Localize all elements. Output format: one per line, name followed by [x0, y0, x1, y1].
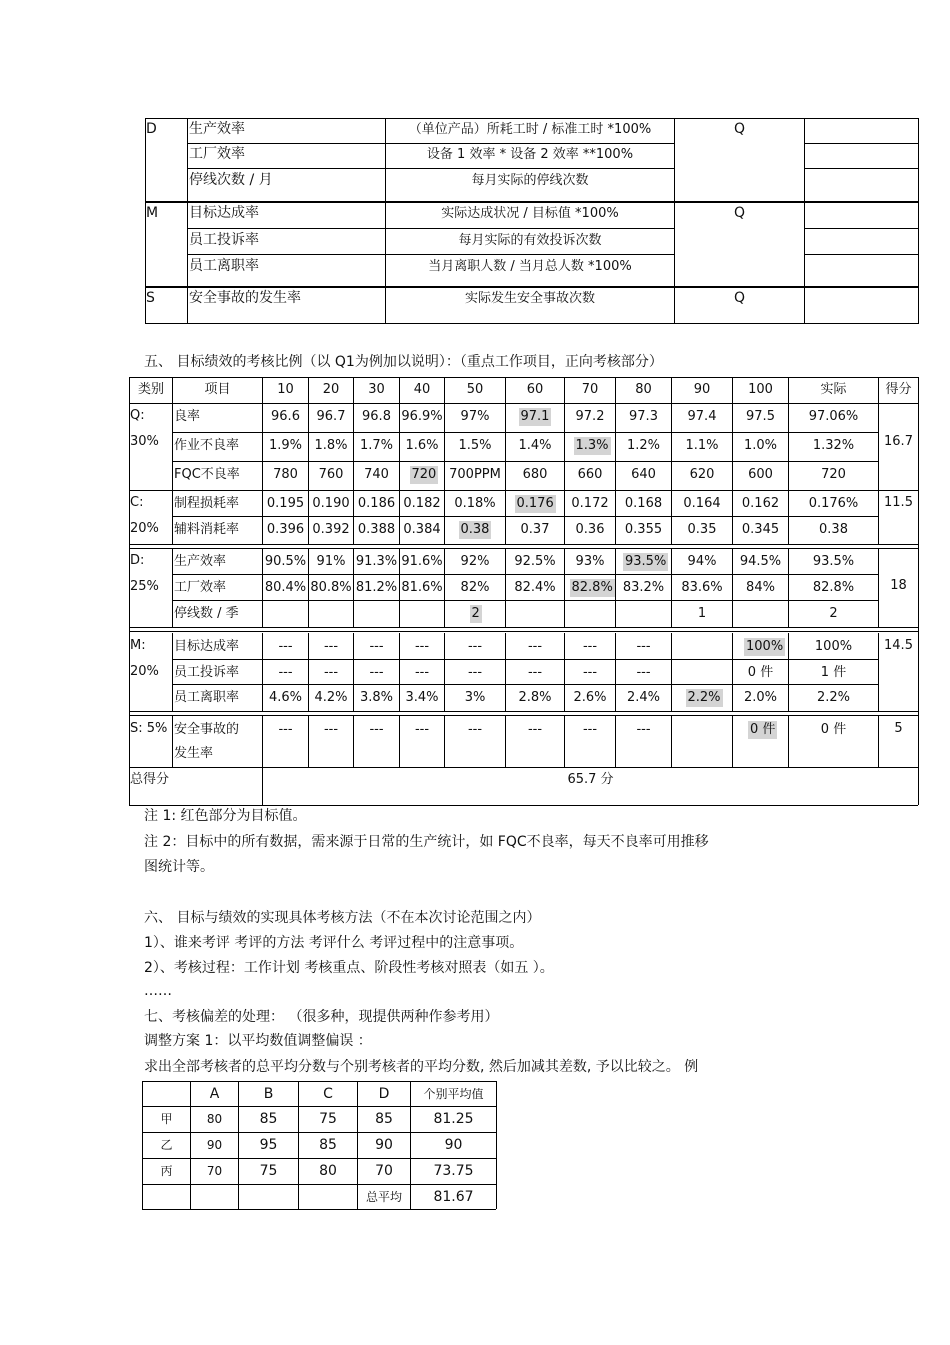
- metric-name: 安全事故的发生率: [189, 290, 301, 306]
- threshold-cell: 0.392: [312, 522, 350, 537]
- header-cell: 40: [413, 382, 431, 397]
- metric-formula: 设备 1 效率 * 设备 2 效率 **100%: [426, 147, 634, 162]
- table-rule: [142, 1106, 496, 1107]
- threshold-cell: ---: [527, 639, 543, 654]
- target-value-cell: 0 件: [750, 722, 776, 737]
- threshold-cell: 90.5%: [264, 554, 307, 569]
- actual-value: 2.2%: [816, 690, 851, 705]
- threshold-cell: ---: [636, 665, 651, 680]
- threshold-cell: 0.396: [266, 522, 305, 537]
- metric-name: FQC不良率: [174, 467, 240, 482]
- threshold-cell: 0.168: [624, 496, 663, 511]
- table-rule: [732, 716, 733, 767]
- header-cell: 100: [748, 382, 773, 397]
- threshold-cell: 91.3%: [355, 554, 398, 569]
- threshold-cell: 0.355: [624, 522, 663, 537]
- threshold-cell: 1.4%: [518, 438, 552, 453]
- metric-name: 良率: [174, 409, 201, 424]
- table-rule: [172, 461, 878, 462]
- header-cell: 80: [635, 382, 652, 397]
- table-rule: [671, 377, 672, 403]
- metric-name: 安全事故的: [174, 722, 240, 737]
- category-label: Q:: [130, 408, 145, 423]
- table-rule: [671, 633, 672, 711]
- threshold-cell: 1.8%: [314, 438, 348, 453]
- table-rule: [172, 490, 173, 544]
- metric-name: 目标达成率: [174, 639, 240, 654]
- threshold-cell: ---: [582, 639, 598, 654]
- group-score: 11.5: [884, 495, 913, 510]
- category-label: S: 5%: [130, 721, 168, 736]
- threshold-cell: 97.5: [746, 409, 775, 424]
- table-cell: 总平均: [365, 1190, 402, 1204]
- threshold-cell: 2.4%: [626, 690, 661, 705]
- metric-name: 员工投诉率: [174, 665, 240, 680]
- threshold-cell: 760: [318, 467, 344, 482]
- table-rule: [262, 377, 263, 403]
- threshold-cell: 97.3: [629, 409, 658, 424]
- section6-ellipsis: ……: [144, 983, 172, 999]
- group-score: 18: [890, 578, 907, 593]
- table-rule: [172, 716, 173, 767]
- table-cell: 70: [375, 1163, 393, 1179]
- threshold-cell: 3.8%: [359, 690, 394, 705]
- actual-value: 97.06%: [808, 409, 859, 424]
- threshold-cell: ---: [527, 722, 543, 737]
- header-cell: 10: [277, 382, 294, 397]
- table-cell: 乙: [160, 1138, 173, 1152]
- threshold-cell: 93%: [575, 554, 605, 569]
- threshold-cell: 0.190: [312, 496, 350, 511]
- table-rule: [129, 631, 918, 632]
- table-cell: 85: [375, 1111, 393, 1127]
- threshold-cell: 96.6: [271, 409, 300, 424]
- table-cell: 90: [206, 1138, 223, 1152]
- table-cell: 丙: [160, 1164, 173, 1178]
- metric-name: 生产效率: [189, 121, 245, 137]
- section6-p2: 2）、考核过程：工作计划 考核重点、阶段性考核对照表（如五 ）。: [144, 960, 554, 976]
- threshold-cell: ---: [467, 722, 483, 737]
- metric-name: 生产效率: [174, 554, 227, 569]
- threshold-cell: ---: [369, 665, 384, 680]
- table-rule: [172, 684, 878, 685]
- threshold-cell: ---: [582, 665, 598, 680]
- target-value-cell: 93.5%: [625, 554, 667, 569]
- total-score-value: 65.7 分: [567, 772, 614, 787]
- table-rule: [172, 600, 878, 601]
- threshold-cell: 1.0%: [743, 438, 778, 453]
- category-label: D: [146, 121, 157, 137]
- threshold-cell: 91%: [316, 554, 346, 569]
- threshold-cell: 0.182: [403, 496, 441, 511]
- table-rule: [129, 715, 918, 716]
- target-value-cell: 100%: [746, 639, 784, 654]
- table-rule: [172, 548, 173, 627]
- metric-formula: 每月实际的有效投诉次数: [458, 233, 602, 248]
- header-cell: 60: [526, 382, 544, 397]
- metric-name: 员工投诉率: [189, 232, 259, 248]
- table-rule: [142, 1158, 496, 1159]
- metric-formula: （单位产品）所耗工时 / 标准工时 *100%: [408, 122, 652, 137]
- threshold-cell: 0.37: [520, 522, 550, 537]
- threshold-cell: 83.2%: [622, 580, 665, 595]
- table-rule: [878, 490, 879, 544]
- table-rule: [172, 403, 173, 490]
- section7-p1: 调整方案 1：以平均数值调整偏误 ：: [144, 1033, 372, 1049]
- table-rule: [172, 633, 173, 711]
- metric-name: 目标达成率: [189, 205, 259, 221]
- actual-value: 93.5%: [812, 554, 855, 569]
- threshold-cell: 0.388: [357, 522, 396, 537]
- section6-p1: 1）、谁来考评 考评的方法 考评什么 考评过程中的注意事项。: [144, 935, 524, 951]
- target-value-cell: 2.2%: [687, 690, 721, 705]
- table-rule: [399, 377, 400, 403]
- table-cell: B: [263, 1086, 274, 1102]
- threshold-cell: ---: [278, 722, 293, 737]
- category-label: D:: [130, 553, 145, 568]
- metric-formula: 实际发生安全事故次数: [464, 291, 595, 306]
- table-rule: [353, 377, 354, 403]
- metric-name: 作业不良率: [174, 438, 240, 453]
- threshold-cell: 83.6%: [681, 580, 723, 595]
- table-rule: [142, 1209, 496, 1210]
- table-rule: [142, 1081, 496, 1082]
- table-cell: 80: [206, 1112, 223, 1126]
- table-cell: 80: [319, 1163, 337, 1179]
- table-rule: [878, 716, 879, 767]
- target-value-cell: 0.176: [516, 496, 554, 511]
- threshold-cell: ---: [323, 665, 339, 680]
- category-label: M:: [130, 638, 146, 653]
- table-rule: [172, 377, 173, 403]
- table-rule: [496, 1081, 497, 1209]
- table-rule: [142, 1184, 496, 1185]
- category-weight: 20%: [130, 664, 159, 679]
- table-rule: [129, 403, 918, 404]
- table-rule: [172, 432, 878, 433]
- actual-value: 2: [829, 606, 838, 621]
- threshold-cell: 0.384: [403, 522, 441, 537]
- threshold-cell: 97%: [460, 409, 490, 424]
- threshold-cell: 2.0%: [743, 690, 778, 705]
- threshold-cell: ---: [467, 639, 483, 654]
- table-rule: [505, 377, 506, 403]
- actual-value: 82.8%: [812, 580, 855, 595]
- threshold-cell: 660: [577, 467, 603, 482]
- target-value-cell: 720: [411, 467, 437, 482]
- threshold-cell: 0.164: [683, 496, 721, 511]
- category-weight: 30%: [130, 434, 159, 449]
- threshold-cell: ---: [369, 639, 384, 654]
- target-value-cell: 82.8%: [571, 580, 613, 595]
- threshold-cell: 84%: [746, 580, 775, 595]
- metric-name: 员工离职率: [174, 690, 240, 705]
- threshold-cell: 0 件: [747, 665, 774, 680]
- category-label: S: [146, 290, 155, 306]
- table-rule: [172, 516, 878, 517]
- threshold-cell: ---: [636, 722, 651, 737]
- header-cell: 20: [322, 382, 340, 397]
- table-cell: 75: [259, 1163, 278, 1179]
- note-2-cont: 图统计等。: [144, 859, 214, 875]
- threshold-cell: ---: [323, 639, 339, 654]
- threshold-cell: 96.9%: [401, 409, 443, 424]
- table-cell: 90: [444, 1137, 463, 1153]
- header-cell: 90: [693, 382, 711, 397]
- table-rule: [444, 377, 445, 403]
- metric-formula: 当月离职人数 / 当月总人数 *100%: [428, 259, 632, 274]
- actual-value: 100%: [814, 639, 853, 654]
- metric-name: 工厂效率: [189, 146, 245, 162]
- threshold-cell: 0.186: [357, 496, 396, 511]
- category-weight: 25%: [130, 579, 159, 594]
- table-cell: 73.75: [433, 1163, 474, 1179]
- table-cell: 个别平均值: [423, 1087, 484, 1101]
- threshold-cell: 0.345: [741, 522, 780, 537]
- section6-heading: 六、 目标与绩效的实现具体考核方法（不在本次讨论范围之内）: [144, 910, 541, 926]
- threshold-cell: 680: [522, 467, 548, 482]
- header-cell: 实际: [820, 382, 847, 397]
- threshold-cell: 81.2%: [355, 580, 398, 595]
- threshold-cell: 97.4: [687, 409, 717, 424]
- threshold-cell: 94.5%: [739, 554, 782, 569]
- threshold-cell: 0.162: [741, 496, 780, 511]
- threshold-cell: ---: [527, 665, 543, 680]
- threshold-cell: 620: [689, 467, 715, 482]
- actual-value: 0.176%: [808, 496, 859, 511]
- table-rule: [878, 548, 879, 627]
- section7-heading: 七、考核偏差的处理： （很多种，现提供两种作参考用）: [144, 1009, 499, 1025]
- threshold-cell: 1.9%: [268, 438, 303, 453]
- target-value-cell: 97.1: [520, 409, 550, 424]
- table-rule: [878, 633, 879, 711]
- threshold-cell: 780: [273, 467, 298, 482]
- section7-p2: 求出全部考核者的总平均分数与个别考核者的平均分数, 然后加减其差数, 予以比较之。 例: [144, 1059, 699, 1075]
- table-rule: [878, 403, 879, 490]
- header-cell: 70: [581, 382, 599, 397]
- metric-name: 员工离职率: [189, 258, 259, 274]
- table-cell: 75: [319, 1111, 337, 1127]
- threshold-cell: 81.6%: [401, 580, 443, 595]
- category-label: M: [146, 205, 159, 221]
- table-rule: [129, 544, 918, 545]
- table-cell: C: [323, 1086, 333, 1102]
- table-rule: [878, 377, 879, 403]
- group-score: 16.7: [884, 434, 913, 449]
- header-cell: 项目: [204, 382, 231, 397]
- threshold-cell: 4.6%: [268, 690, 303, 705]
- threshold-cell: 1.7%: [359, 438, 394, 453]
- note-2: 注 2：目标中的所有数据，需来源于日常的生产统计，如 FQC不良率，每天不良率可用推移: [144, 834, 709, 850]
- metric-name: 制程损耗率: [174, 496, 240, 511]
- metric-formula: 实际达成状况 / 目标值 *100%: [441, 206, 619, 221]
- table-cell: 甲: [160, 1112, 173, 1126]
- threshold-cell: 1.1%: [685, 438, 719, 453]
- threshold-cell: 0.195: [266, 496, 305, 511]
- table-cell: 70: [206, 1164, 223, 1178]
- threshold-cell: 94%: [687, 554, 717, 569]
- threshold-cell: 80.4%: [264, 580, 307, 595]
- metric-formula: 每月实际的停线次数: [471, 173, 589, 188]
- threshold-cell: 80.8%: [310, 580, 352, 595]
- threshold-cell: ---: [278, 665, 293, 680]
- table-rule: [308, 377, 309, 403]
- table-rule: [129, 548, 918, 549]
- table-rule: [142, 1132, 496, 1133]
- threshold-cell: 3.4%: [405, 690, 439, 705]
- threshold-cell: 1.6%: [405, 438, 439, 453]
- threshold-cell: 1.5%: [458, 438, 492, 453]
- threshold-cell: 2.6%: [573, 690, 607, 705]
- threshold-cell: ---: [278, 639, 293, 654]
- table-cell: 85: [259, 1111, 278, 1127]
- target-value-cell: 2: [471, 606, 480, 621]
- metric-name: 辅料消耗率: [174, 522, 240, 537]
- category-weight: 20%: [130, 521, 159, 536]
- threshold-cell: 0.36: [575, 522, 605, 537]
- metric-name: 停线数 / 季: [174, 606, 239, 621]
- threshold-cell: 0.172: [571, 496, 609, 511]
- threshold-cell: 2.8%: [518, 690, 552, 705]
- threshold-cell: ---: [467, 665, 483, 680]
- header-cell: 30: [368, 382, 385, 397]
- header-cell: 50: [466, 382, 484, 397]
- table-cell: 95: [259, 1137, 278, 1153]
- table-rule: [172, 574, 878, 575]
- threshold-cell: 96.7: [316, 409, 346, 424]
- table-cell: 81.67: [433, 1189, 474, 1205]
- threshold-cell: 1.2%: [626, 438, 661, 453]
- table-rule: [615, 377, 616, 403]
- actual-value: 720: [821, 467, 846, 482]
- threshold-cell: 82.4%: [514, 580, 556, 595]
- metric-name: 停线次数 / 月: [189, 172, 273, 188]
- total-score-label: 总得分: [130, 772, 170, 787]
- threshold-cell: 91.6%: [401, 554, 443, 569]
- table-rule: [564, 377, 565, 403]
- table-rule: [129, 377, 918, 378]
- table-rule: [918, 377, 919, 805]
- table-rule: [172, 659, 878, 660]
- threshold-cell: ---: [414, 665, 430, 680]
- header-cell: 类别: [137, 382, 164, 397]
- metric-name: 工厂效率: [174, 580, 227, 595]
- threshold-cell: 96.8: [362, 409, 391, 424]
- table-rule: [788, 377, 789, 403]
- table-cell: A: [209, 1086, 220, 1102]
- threshold-cell: ---: [414, 639, 430, 654]
- target-value-cell: 0.38: [460, 522, 490, 537]
- table-rule: [732, 377, 733, 403]
- table-cell: 90: [375, 1137, 393, 1153]
- header-cell: 得分: [885, 382, 912, 397]
- actual-value: 0.38: [819, 522, 848, 537]
- frequency-label: Q: [733, 121, 746, 137]
- group-score: 14.5: [884, 638, 913, 653]
- actual-value: 0 件: [820, 722, 847, 737]
- table-rule: [129, 490, 918, 491]
- table-cell: D: [378, 1086, 390, 1102]
- table-cell: 81.25: [433, 1111, 474, 1127]
- note-1: 注 1: 红色部分为目标值。: [144, 808, 307, 824]
- table-rule: [129, 711, 918, 712]
- threshold-cell: 4.2%: [314, 690, 348, 705]
- table-rule: [129, 627, 918, 628]
- actual-value: 1 件: [820, 665, 847, 680]
- threshold-cell: ---: [636, 639, 651, 654]
- actual-value: 1.32%: [812, 438, 855, 453]
- metric-name-cont: 发生率: [174, 746, 214, 761]
- threshold-cell: 82%: [460, 580, 490, 595]
- table-rule: [129, 805, 918, 806]
- threshold-cell: 92.5%: [514, 554, 556, 569]
- group-score: 5: [894, 721, 903, 736]
- category-label: C:: [130, 495, 144, 510]
- threshold-cell: ---: [582, 722, 598, 737]
- threshold-cell: ---: [323, 722, 339, 737]
- section5-heading: 五、 目标绩效的考核比例（以 Q1为例加以说明）：（重点工作项目，正向考核部分）: [144, 354, 663, 370]
- threshold-cell: 97.2: [575, 409, 605, 424]
- threshold-cell: 3%: [464, 690, 486, 705]
- threshold-cell: 700PPM: [449, 467, 501, 482]
- threshold-cell: 1: [697, 606, 707, 621]
- table-rule: [671, 716, 672, 767]
- threshold-cell: ---: [414, 722, 430, 737]
- threshold-cell: 740: [364, 467, 389, 482]
- threshold-cell: 640: [631, 467, 656, 482]
- threshold-cell: ---: [369, 722, 384, 737]
- frequency-label: Q: [733, 205, 746, 221]
- table-rule: [129, 767, 918, 768]
- threshold-cell: 600: [748, 467, 773, 482]
- threshold-cell: 92%: [460, 554, 490, 569]
- table-cell: 85: [319, 1137, 337, 1153]
- frequency-label: Q: [733, 290, 746, 306]
- threshold-cell: 0.18%: [454, 496, 496, 511]
- target-value-cell: 1.3%: [575, 438, 609, 453]
- threshold-cell: 0.35: [687, 522, 717, 537]
